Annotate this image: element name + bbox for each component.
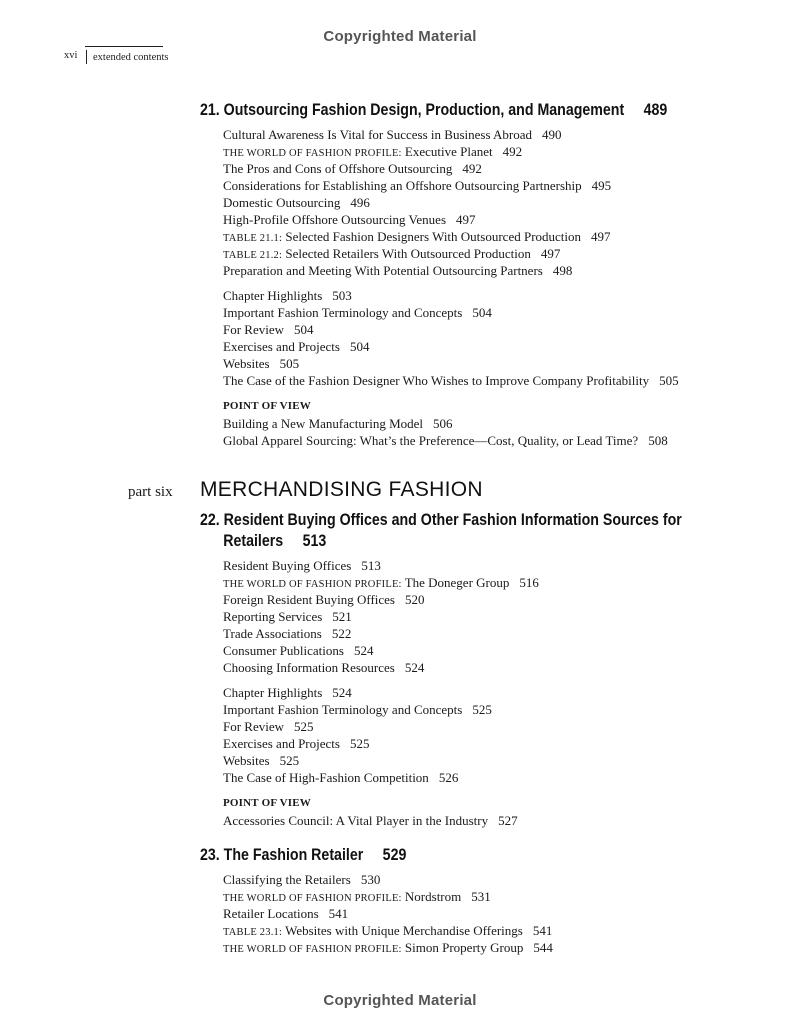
chapter-heading[interactable] bbox=[200, 100, 667, 121]
entry-text: Reporting Services bbox=[223, 609, 323, 624]
chapter-title: Resident Buying Offices and Other Fashion Information Sources for bbox=[223, 511, 682, 529]
entry-page: 492 bbox=[502, 144, 523, 159]
entry-text: Simon Property Group bbox=[404, 940, 524, 955]
entry-page: 504 bbox=[349, 339, 370, 354]
running-head-rule bbox=[86, 50, 87, 64]
entry-text: Exercises and Projects bbox=[223, 736, 340, 751]
entry-text: Nordstrom bbox=[404, 889, 462, 904]
entry-page: 496 bbox=[350, 195, 370, 210]
chapter-heading[interactable] bbox=[200, 845, 406, 866]
toc-entry[interactable] bbox=[223, 752, 299, 769]
entry-text: For Review bbox=[223, 719, 285, 734]
entry-prefix: TABLE 23.1: bbox=[223, 927, 283, 938]
watermark-bottom: Copyrighted Material bbox=[323, 992, 477, 1009]
entry-page: 498 bbox=[552, 263, 573, 278]
entry-page: 505 bbox=[659, 373, 679, 388]
entry-page: 520 bbox=[405, 592, 425, 607]
page-number: xvi bbox=[64, 50, 78, 61]
entry-page: 508 bbox=[648, 433, 668, 448]
entry-text: Choosing Information Resources bbox=[223, 660, 395, 675]
running-head bbox=[64, 50, 169, 64]
toc-entry[interactable] bbox=[223, 194, 370, 211]
entry-page: 522 bbox=[331, 626, 352, 641]
chapter-title-continued: Retailers bbox=[223, 532, 284, 550]
toc-entry[interactable] bbox=[223, 177, 611, 194]
entry-prefix: THE WORLD OF FASHION PROFILE: bbox=[223, 579, 402, 590]
toc-entry[interactable] bbox=[223, 684, 352, 701]
entry-page: 503 bbox=[332, 288, 352, 303]
entry-text: Cultural Awareness Is Vital for Success in Business Abroad bbox=[223, 127, 533, 142]
toc-entry[interactable] bbox=[223, 160, 482, 177]
entry-text: Trade Associations bbox=[223, 626, 322, 641]
entry-page: 525 bbox=[279, 753, 300, 768]
toc-entry[interactable] bbox=[223, 126, 562, 143]
chapter-number: 21. bbox=[200, 101, 220, 119]
entry-page: 504 bbox=[294, 322, 314, 337]
point-of-view-label: POINT OF VIEW bbox=[223, 797, 311, 809]
entry-page: 495 bbox=[591, 178, 612, 193]
chapter-title: Outsourcing Fashion Design, Production, and Management bbox=[223, 101, 625, 119]
entry-text: Chapter Highlights bbox=[223, 685, 323, 700]
entry-text: Considerations for Establishing an Offshore Outsourcing Partnership bbox=[223, 178, 582, 193]
entry-text: For Review bbox=[223, 322, 285, 337]
chapter-page: 513 bbox=[302, 532, 327, 550]
chapter-page: 489 bbox=[643, 101, 668, 119]
entry-text: High-Profile Offshore Outsourcing Venues bbox=[223, 212, 447, 227]
entry-text: Preparation and Meeting With Potential Outsourcing Partners bbox=[223, 263, 543, 278]
toc-entry[interactable] bbox=[223, 625, 351, 642]
part-title[interactable]: MERCHANDISING FASHION bbox=[200, 478, 483, 501]
entry-page: 497 bbox=[456, 212, 476, 227]
entry-page: 505 bbox=[279, 356, 300, 371]
toc-entry[interactable] bbox=[223, 642, 373, 659]
entry-page: 525 bbox=[349, 736, 370, 751]
part-label: part six bbox=[128, 484, 173, 500]
entry-page: 497 bbox=[591, 229, 611, 244]
entry-prefix: TABLE 21.1: bbox=[223, 233, 283, 244]
toc-entry[interactable] bbox=[223, 557, 381, 574]
toc-entry[interactable] bbox=[223, 871, 380, 888]
entry-page: 524 bbox=[404, 660, 425, 675]
entry-page: 541 bbox=[532, 923, 553, 938]
entry-text: Exercises and Projects bbox=[223, 339, 340, 354]
toc-entry[interactable] bbox=[223, 372, 679, 389]
entry-page: 492 bbox=[462, 161, 482, 176]
entry-page: 530 bbox=[360, 872, 381, 887]
entry-text: Executive Planet bbox=[404, 144, 493, 159]
entry-prefix: THE WORLD OF FASHION PROFILE: bbox=[223, 148, 402, 159]
entry-prefix: THE WORLD OF FASHION PROFILE: bbox=[223, 944, 402, 955]
entry-text: Websites bbox=[223, 753, 270, 768]
chapter-heading[interactable] bbox=[200, 510, 682, 552]
toc-entry[interactable] bbox=[223, 769, 458, 786]
chapter-title: The Fashion Retailer bbox=[223, 846, 364, 864]
entry-text: Building a New Manufacturing Model bbox=[223, 416, 424, 431]
toc-entry[interactable] bbox=[223, 939, 553, 958]
entry-page: 531 bbox=[471, 889, 491, 904]
entry-page: 506 bbox=[433, 416, 453, 431]
entry-text: Accessories Council: A Vital Player in the Industry bbox=[223, 813, 489, 828]
entry-text: Websites with Unique Merchandise Offerings bbox=[285, 923, 523, 938]
entry-page: 525 bbox=[472, 702, 492, 717]
toc-entry[interactable] bbox=[223, 355, 299, 372]
entry-prefix: TABLE 21.2: bbox=[223, 250, 283, 261]
entry-text: Selected Retailers With Outsourced Production bbox=[285, 246, 531, 261]
toc-entry[interactable] bbox=[223, 701, 492, 718]
entry-text: Retailer Locations bbox=[223, 906, 319, 921]
toc-entry[interactable] bbox=[223, 608, 352, 625]
entry-text: Websites bbox=[223, 356, 270, 371]
toc-entry[interactable] bbox=[223, 735, 369, 752]
entry-text: Resident Buying Offices bbox=[223, 558, 352, 573]
entry-text: Global Apparel Sourcing: What’s the Preference—Cost, Quality, or Lead Time? bbox=[223, 433, 639, 448]
entry-page: 544 bbox=[533, 940, 553, 955]
toc-entry[interactable] bbox=[223, 659, 424, 676]
entry-page: 516 bbox=[519, 575, 539, 590]
watermark-top: Copyrighted Material bbox=[323, 28, 477, 45]
chapter-number: 23. bbox=[200, 846, 220, 864]
toc-entry[interactable] bbox=[223, 304, 492, 321]
entry-page: 526 bbox=[438, 770, 459, 785]
entry-page: 521 bbox=[332, 609, 352, 624]
toc-entry[interactable] bbox=[223, 338, 369, 355]
entry-text: The Case of High-Fashion Competition bbox=[223, 770, 429, 785]
toc-entry[interactable] bbox=[223, 262, 572, 279]
entry-page: 527 bbox=[498, 813, 518, 828]
entry-text: Important Fashion Terminology and Concepts bbox=[223, 305, 463, 320]
entry-text: Consumer Publications bbox=[223, 643, 344, 658]
entry-page: 525 bbox=[294, 719, 314, 734]
entry-text: The Case of the Fashion Designer Who Wishes to Improve Company Profitability bbox=[223, 373, 650, 388]
toc-entry[interactable] bbox=[223, 812, 518, 829]
entry-text: Domestic Outsourcing bbox=[223, 195, 341, 210]
entry-text: Selected Fashion Designers With Outsourced Production bbox=[285, 229, 582, 244]
entry-text: Classifying the Retailers bbox=[223, 872, 351, 887]
toc-entry[interactable] bbox=[223, 432, 668, 449]
toc-entry[interactable] bbox=[223, 415, 453, 432]
chapter-page: 529 bbox=[382, 846, 407, 864]
toc-entry[interactable] bbox=[223, 287, 352, 304]
entry-text: The Pros and Cons of Offshore Outsourcing bbox=[223, 161, 453, 176]
point-of-view-label: POINT OF VIEW bbox=[223, 400, 311, 412]
entry-page: 490 bbox=[542, 127, 562, 142]
entry-page: 497 bbox=[540, 246, 561, 261]
chapter-number: 22. bbox=[200, 511, 220, 529]
entry-text: Important Fashion Terminology and Concepts bbox=[223, 702, 463, 717]
running-head-title: extended contents bbox=[93, 52, 169, 63]
entry-page: 504 bbox=[472, 305, 492, 320]
toc-entry[interactable] bbox=[223, 905, 348, 922]
toc-entry[interactable] bbox=[223, 321, 314, 338]
entry-text: Chapter Highlights bbox=[223, 288, 323, 303]
entry-page: 524 bbox=[332, 685, 352, 700]
entry-text: The Doneger Group bbox=[404, 575, 510, 590]
toc-entry[interactable] bbox=[223, 211, 476, 228]
toc-entry[interactable] bbox=[223, 591, 425, 608]
entry-page: 524 bbox=[353, 643, 374, 658]
toc-entry[interactable] bbox=[223, 718, 314, 735]
entry-page: 513 bbox=[361, 558, 381, 573]
entry-prefix: THE WORLD OF FASHION PROFILE: bbox=[223, 893, 402, 904]
entry-page: 541 bbox=[328, 906, 349, 921]
entry-text: Foreign Resident Buying Offices bbox=[223, 592, 395, 607]
